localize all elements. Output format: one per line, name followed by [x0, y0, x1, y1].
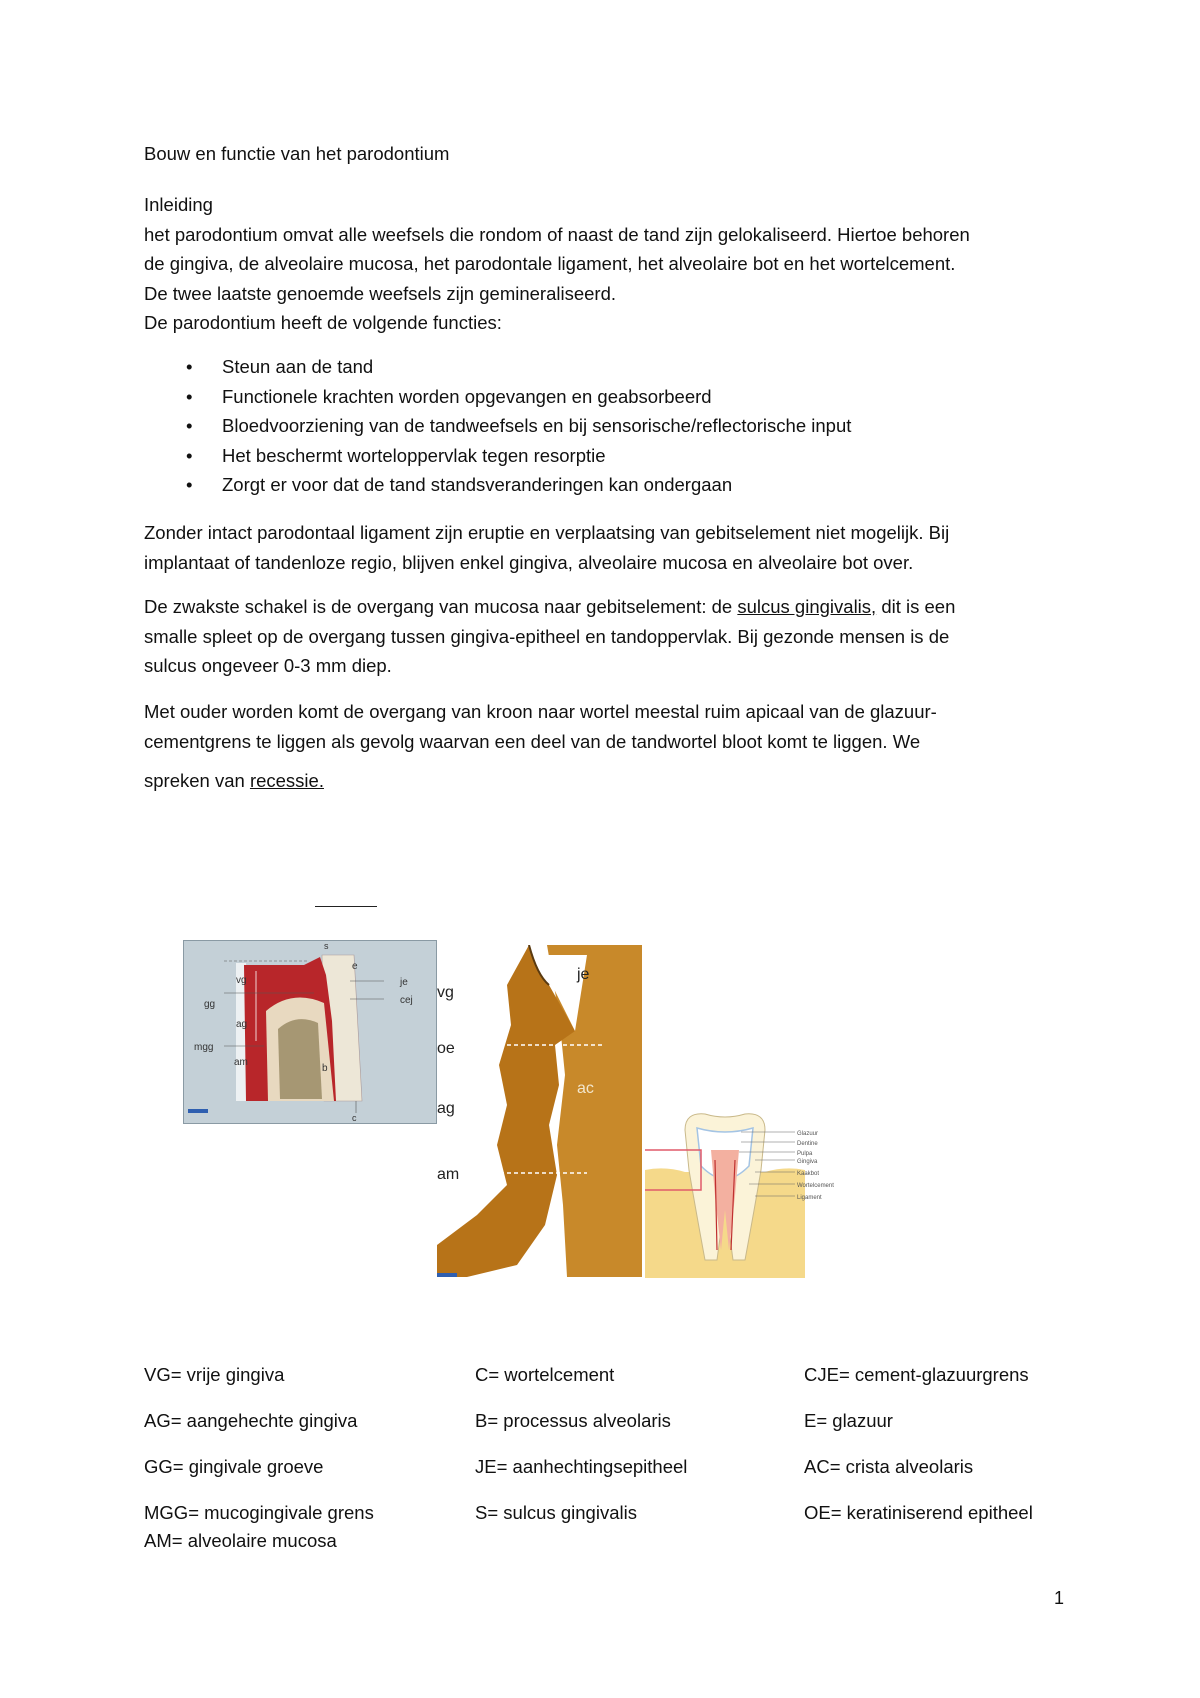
- label-am: am: [437, 1166, 460, 1183]
- paragraph-recessie: spreken van recessie.: [144, 770, 324, 791]
- label-mgg: mgg: [194, 1042, 214, 1053]
- legend-row: GG= gingivale groeve JE= aanhechtingsepitheel AC= crista alveolaris: [144, 1456, 974, 1477]
- legend-extra: AM= alveolaire mucosa: [144, 1530, 337, 1551]
- label-am: am: [234, 1057, 248, 1068]
- label-vg: vg: [236, 975, 247, 986]
- label-kaakbot: Kaakbot: [797, 1171, 820, 1177]
- label-vg: vg: [437, 984, 454, 1001]
- function-list: [144, 352, 851, 500]
- label-c: c: [352, 1113, 357, 1123]
- sulcus-term: sulcus gingivalis,: [737, 596, 877, 617]
- label-gg: gg: [204, 999, 216, 1010]
- intro-line: De twee laatste genoemde weefsels zijn gemineraliseerd.: [144, 282, 617, 304]
- label-glazuur: Glazuur: [797, 1131, 819, 1137]
- intro-line: De parodontium heeft de volgende functies:: [144, 312, 502, 333]
- tooth-anatomy-figure: [645, 1110, 895, 1278]
- label-s: s: [324, 941, 329, 951]
- label-b: b: [322, 1063, 328, 1074]
- label-ac: ac: [577, 1080, 594, 1097]
- list-item: • Bloedvoorziening van de tandweefsels en bij sensorische/reflectorische input: [144, 411, 851, 441]
- intro-line: de gingiva, de alveolaire mucosa, het parodontale ligament, het alveolaire bot en het wortelcement.: [144, 253, 956, 274]
- label-dentine: Dentine: [797, 1141, 818, 1147]
- intro-line: het parodontium omvat alle weefsels die rondom of naast de tand zijn gelokaliseerd. Hiertoe behoren: [144, 223, 970, 245]
- recessie-term: recessie.: [249, 770, 324, 791]
- label-e: e: [352, 961, 358, 972]
- label-ag: ag: [236, 1019, 248, 1030]
- gingiva-schematic-svg: [184, 941, 436, 1123]
- label-ligament: Ligament: [797, 1195, 822, 1201]
- intro-heading: Inleiding: [144, 194, 213, 215]
- label-pulpa: Pulpa: [797, 1151, 813, 1157]
- bullet-icon: •: [186, 415, 193, 436]
- short-rule: [315, 906, 377, 907]
- paragraph-ligament: Zonder intact parodontaal ligament zijn eruptie en verplaatsing van gebitselement niet mogelijk. Bij implantaat of tandenloze regio, blijven enkel gingiva, alveolaire mucosa en alveolaire bot over.: [144, 522, 950, 573]
- label-ag: ag: [437, 1100, 455, 1117]
- document-title: Bouw en functie van het parodontium: [144, 143, 450, 164]
- label-gingiva: Gingiva: [797, 1159, 818, 1165]
- bullet-icon: •: [186, 356, 193, 377]
- bullet-icon: •: [186, 444, 193, 466]
- histology-svg: [437, 945, 642, 1277]
- legend-row: MGG= mucogingivale grens S= sulcus gingivalis OE= keratiniserend epitheel AM= alveolaire mucosa: [144, 1502, 1033, 1551]
- page-number: 1: [1054, 1588, 1065, 1608]
- paragraph-sulcus: De zwakste schakel is de overgang van mucosa naar gebitselement: de sulcus gingivalis, dit is een smalle spleet op de overgang tussen gingiva-epitheel en tandoppervlak. Bij gezonde mensen is de sulcus ongeveer 0-3 mm diep.: [144, 596, 956, 676]
- label-cej: cej: [400, 995, 413, 1006]
- list-item: • Steun aan de tand: [144, 352, 851, 382]
- label-je: je: [400, 977, 408, 988]
- histology-figure: [437, 945, 642, 1277]
- gingiva-schematic-figure: [183, 940, 437, 1124]
- bullet-icon: •: [186, 474, 193, 495]
- list-item: • Functionele krachten worden opgevangen en geabsorbeerd: [144, 382, 851, 412]
- bullet-icon: •: [186, 385, 193, 407]
- paragraph-ageing: Met ouder worden komt de overgang van kroon naar wortel meestal ruim apicaal van de glazuur- cementgrens te liggen als gevolg waarvan een deel van de tandwortel bloot komt te liggen. We: [144, 701, 937, 752]
- legend-row: VG= vrije gingiva C= wortelcement CJE= cement-glazuurgrens: [144, 1364, 1029, 1385]
- label-oe: oe: [437, 1040, 455, 1057]
- tooth-anatomy-svg: [645, 1110, 895, 1278]
- list-item: • Het beschermt worteloppervlak tegen resorptie: [144, 441, 851, 471]
- abbreviation-legend: [144, 1364, 1104, 1551]
- list-item: • Zorgt er voor dat de tand standsveranderingen kan ondergaan: [144, 470, 851, 500]
- legend-row: AG= aangehechte gingiva B= processus alveolaris E= glazuur: [144, 1410, 893, 1431]
- label-wortelcement: Wortelcement: [797, 1183, 834, 1189]
- label-je: je: [577, 966, 590, 983]
- intro-section: [144, 190, 1074, 338]
